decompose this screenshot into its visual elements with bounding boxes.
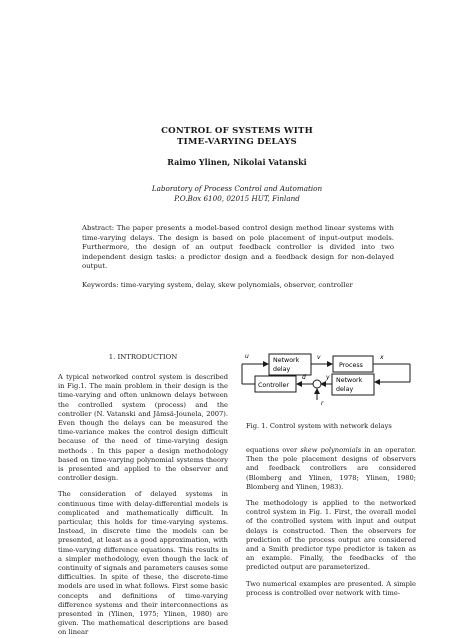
network-delay-top-line-2: delay xyxy=(273,366,291,373)
network-delay-top-line-1: Network xyxy=(273,357,300,364)
signal-d: d xyxy=(302,374,306,381)
affiliation-line-2: P.O.Box 6100, 02015 HUT, Finland xyxy=(174,193,300,203)
abstract: Abstract: The paper presents a model-based control design method linear systems with time-varying delays. The design is based on pole placement of input-output models. Furthermore, the design of an output feedback controller is divided into two independent design tasks: a predictor design and a feedback design for non-delayed output. xyxy=(82,224,394,271)
signal-x: x xyxy=(380,354,384,361)
figure-1-diagram xyxy=(240,346,418,416)
summing-junction xyxy=(313,380,321,388)
keywords: Keywords: time-varying system, delay, skew polynomials, observer, controller xyxy=(82,281,353,289)
right-column xyxy=(246,446,416,598)
section-heading-introduction: 1. INTRODUCTION xyxy=(108,353,178,361)
signal-v: v xyxy=(317,354,321,361)
process-label: Process xyxy=(339,362,363,369)
emphasis-skew-polynomials: skew polynomials xyxy=(300,446,362,454)
controller-label: Controller xyxy=(258,382,289,389)
block-diagram xyxy=(240,346,418,416)
network-delay-bottom-line-1: Network xyxy=(336,377,363,384)
title-line-2: TIME-VARYING DELAYS xyxy=(177,137,297,147)
authors: Raimo Ylinen, Nikolai Vatanski xyxy=(167,157,307,167)
affiliation-line-1: Laboratory of Process Control and Automation xyxy=(151,184,323,193)
left-column xyxy=(58,373,228,638)
signal-y: y xyxy=(326,374,330,381)
left-paragraph-1: A typical networked control system is described in Fig.1. The main problem in their design is the time-varying and often unknown delays between the controlled system (process) and the controller (N. Vatanski and Jämsä-Jounela, 2007). Even though the delays can be measured the time-variance makes the control design difficult because of the need of time-varying design methods . In this paper a design methodology based on time-varying polynomial systems theory is presented and applied to the observer and controller design. xyxy=(58,373,228,483)
right-paragraph-2: The methodology is applied to the networked control system in Fig. 1. First, the overall model of the controlled system with input and output delays is constructed. Then the observers for prediction of the process output are considered and a Smith predictor type predictor is taken as an example. Finally, the feedbacks of the predicted output are parameterized. xyxy=(246,499,416,572)
title-line-1: CONTROL OF SYSTEMS WITH xyxy=(161,126,313,136)
right-paragraph-3: Two numerical examples are presented. A simple process is controlled over network with time- xyxy=(246,579,416,597)
affiliation xyxy=(0,184,474,203)
signal-r: r xyxy=(321,400,324,407)
network-delay-bottom-line-2: delay xyxy=(336,386,354,393)
signal-u: u xyxy=(245,353,249,360)
left-paragraph-2: The consideration of delayed systems in continuous time with delay-differential models is complicated and mathematically difficult. In particular, this holds for time-varying systems. Instead, in discrete time the models can be presented, at least as a good approximation, with time-varying difference equations. This results in a simpler methodology, even though the lack of continuity of signals and parameters causes some difficulties. In spite of these, the discrete-time models are used in what follows. First some basic concepts and definitions of time-varying difference systems and their interconnections as presented in (Ylinen, 1975; Ylinen, 1980) are given. The mathematical descriptions are based on linear xyxy=(58,490,228,637)
right-paragraph-1: equations over skew polynomials in an operator. Then the pole placement designs of observers and feedback controllers are considered (Blomberg and Ylinen, 1978; Ylinen, 1980; Blomberg and Ylinen, 1983). xyxy=(246,446,416,491)
figure-caption: Fig. 1. Control system with network delays xyxy=(246,422,392,430)
paper-title xyxy=(0,126,474,148)
